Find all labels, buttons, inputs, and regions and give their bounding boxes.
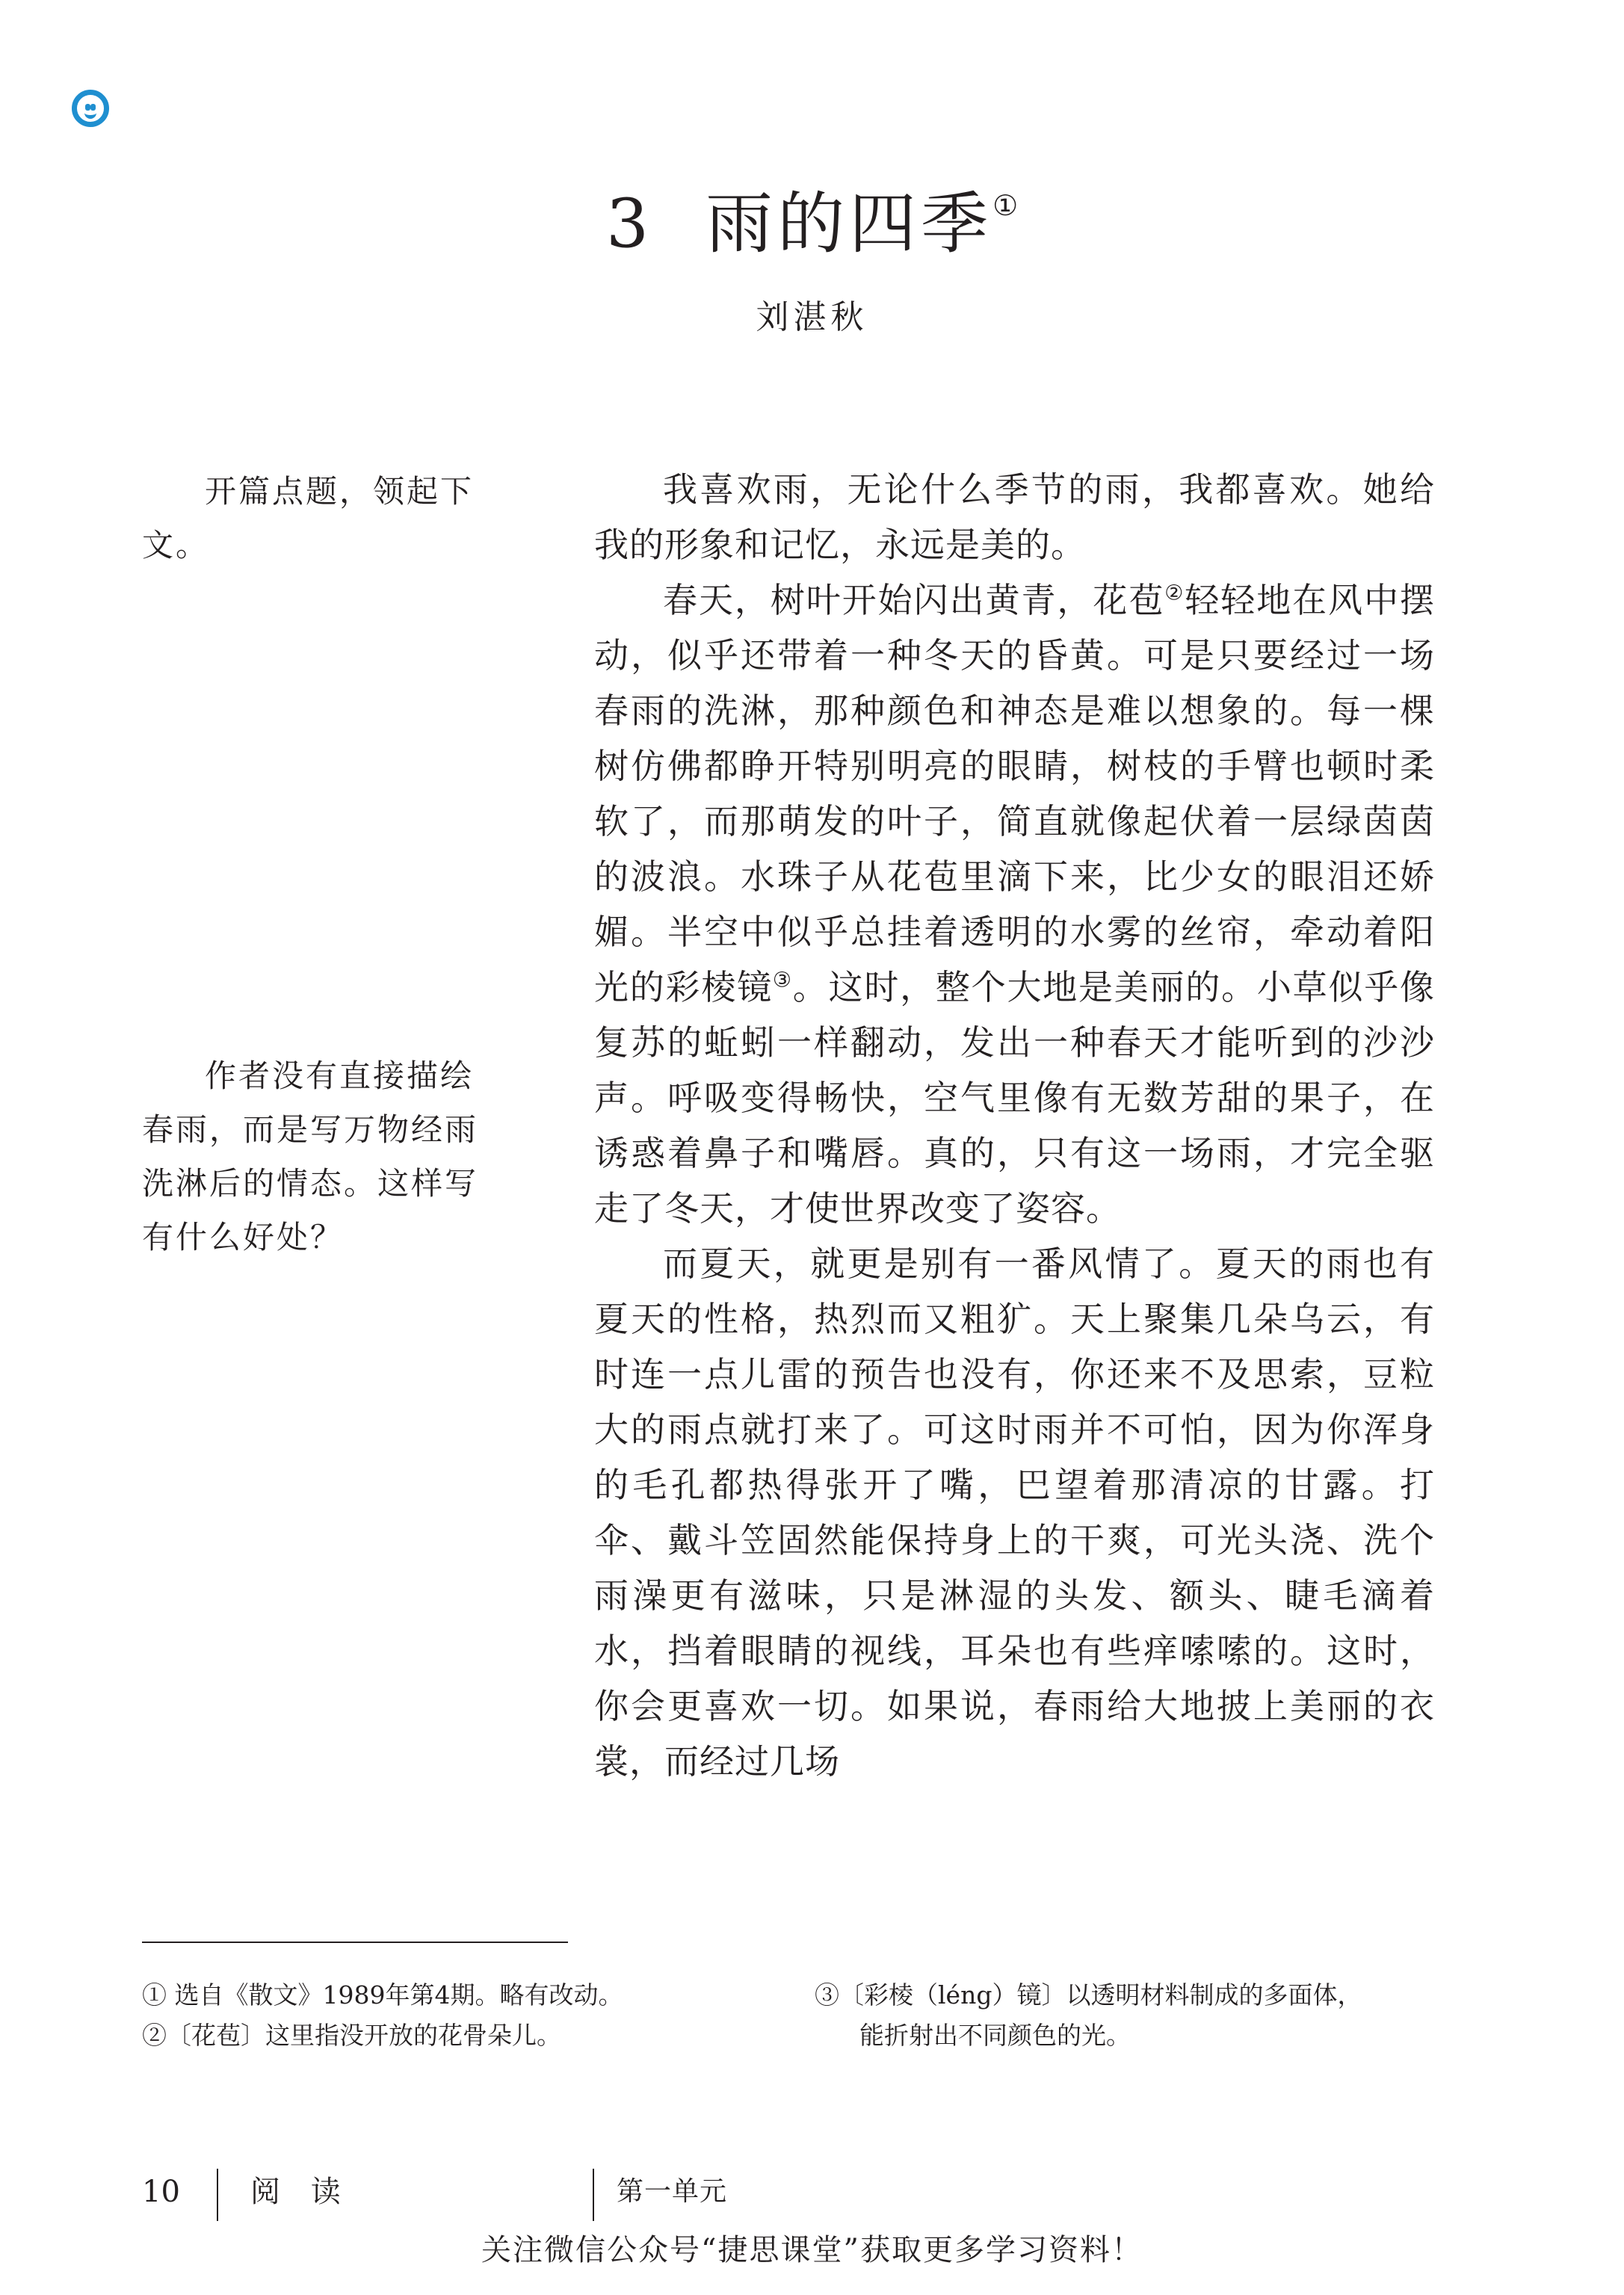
lesson-title [0, 164, 1624, 265]
paragraph-3: 而夏天，就更是别有一番风情了。夏天的雨也有夏天的性格，热烈而又粗犷。天上聚集几朵乌云，有时连一点儿雷的预告也没有，你还来不及思索，豆粒大的雨点就打来了。可这时雨并不可怕，因为你浑身的毛孔都热得张开了嘴，巴望着那清凉的甘露。打伞、戴斗笠固然能保持身上的干爽，可光头浇、洗个雨澡更有滋味，只是淋湿的头发、额头、睫毛滴着水，挡着眼睛的视线，耳朵也有些痒嗦嗦的。这时，你会更喜欢一切。如果说，春雨给大地披上美丽的衣裳，而经过几场 [594, 1244, 1435, 1782]
footer-divider [217, 2169, 218, 2221]
paragraph-2: 春天，树叶开始闪出黄青，花苞②轻轻地在风中摆动，似乎还带着一种冬天的昏黄。可是只要经过一场春雨的洗淋，那种颜色和神态是难以想象的。每一棵树仿佛都睁开特别明亮的眼睛，树枝的手臂也顿时柔软了，而那萌发的叶子，简直就像起伏着一层绿茵茵的波浪。水珠子从花苞里滴下来，比少女的眼泪还娇媚。半空中似乎总挂着透明的水雾的丝帘，牵动着阳光的彩棱镜③。这时，整个大地是美丽的。小草似乎像复苏的蚯蚓一样翻动，发出一种春天才能听到的沙沙声。呼吸变得畅快，空气里像有无数芳甜的果子，在诱惑着鼻子和嘴唇。真的，只有这一场雨，才完全驱走了冬天，才使世界改变了姿容。 [594, 580, 1436, 1229]
article-body [594, 462, 1435, 1789]
section-label: 阅 读 [250, 2175, 351, 2209]
unit-label: 第一单元 [617, 2176, 728, 2207]
footer-divider [593, 2169, 594, 2221]
footnote-3: ③〔彩棱（léng）镜〕以透明材料制成的多面体， 能折射出不同颜色的光。 [815, 1980, 1362, 2050]
lesson-number: 3 [605, 185, 654, 263]
smiley-icon [72, 90, 109, 127]
footnote-ref-3[interactable]: ③ [772, 967, 793, 992]
footnote-divider [142, 1942, 568, 1943]
margin-note-2: 作者没有直接描绘春雨，而是写万物经雨洗淋后的情态。这样写有什么好处？ [142, 1057, 479, 1255]
author-name: 刘湛秋 [756, 298, 868, 336]
page-number: 10 [142, 2175, 180, 2209]
footnote-1: ① 选自《散文》1989年第4期。略有改动。 [142, 1980, 623, 2010]
title-footnote-marker: ① [992, 189, 1019, 222]
margin-note-1: 开篇点题，领起下文。 [142, 473, 475, 563]
footnote-2: ②〔花苞〕这里指没开放的花骨朵儿。 [142, 2021, 561, 2050]
lesson-title-text: 雨的四季 [706, 185, 993, 263]
promo-text: 关注微信公众号“捷思课堂”获取更多学习资料！ [481, 2233, 1143, 2267]
footnote-ref-2[interactable]: ② [1164, 580, 1185, 605]
paragraph-1: 我喜欢雨，无论什么季节的雨，我都喜欢。她给我的形象和记忆，永远是美的。 [594, 469, 1435, 565]
